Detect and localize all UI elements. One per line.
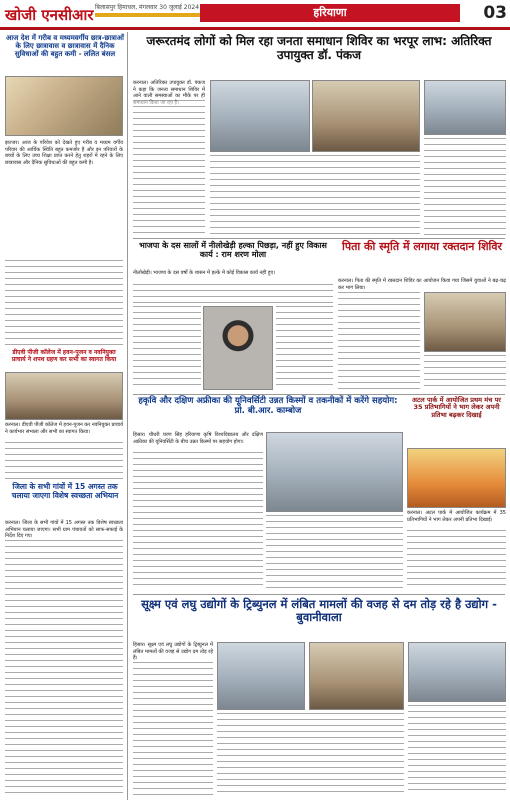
pita-body: करनाल। पिता की स्मृति में रक्तदान शिविर का आयोजन किया गया जिसमें युवाओं ने बढ़-चढ़ कर भाग लिया। [338, 278, 506, 291]
hau-body-lines-2 [266, 515, 403, 590]
main-body-lines-right [424, 138, 506, 235]
divider-2 [133, 394, 505, 395]
masthead [0, 0, 510, 30]
left-body-3: करनाल। जिला के सभी गांवों में 15 अगस्त तक विशेष स्वच्छता अभियान चलाया जाएगा। सभी ग्राम पंचायतों को साफ-सफाई के निर्देश दिए गए। [5, 520, 123, 539]
bjp-headline: भाजपा के दस सालों में नीलोखेड़ी हल्का पिछड़ा, नहीं हुए विकास कार्य : राम शरण मोला [139, 241, 327, 260]
bottom-headline: सूक्ष्म एवं लघु उद्योगों के ट्रिब्युनल में लंबित मामलों की वजह से दम तोड़ रहे है उद्योग - बुवानीवाला [141, 597, 497, 625]
bottom-photo-3 [408, 642, 506, 702]
column-divider [127, 32, 128, 800]
main-body-lines-left [133, 100, 205, 235]
left-headline-3: जिला के सभी गांवों में 15 अगस्त तक चलाया जाएगा विशेष स्वच्छता अभियान [11, 482, 119, 500]
pita-body-lines-2 [424, 355, 506, 390]
left-headline-2: डीएवी पीजी कॉलेज में हवन-पूजन व नवनियुक्त प्राचार्य ने शपथ ग्रहण कर सभी का स्वागत किया [11, 349, 117, 363]
section-banner: हरियाणा [200, 4, 460, 22]
bottom-body-lines-mid [217, 713, 404, 795]
hau-body-lines [133, 452, 263, 590]
bjp-body-lines-left [133, 306, 201, 390]
main-photo-3 [424, 80, 506, 135]
left-body-1: झज्जर। आज के परिवेश को देखते हुए गरीब व मध्यम वर्गीय परिवार की आर्थिक स्थिति बहुत कमजोर है और इन परिवारों के बच्चों के लिए उच्च शिक्षा प्राप्त करने हेतु शहरों में रहने के लिए छात्रावास और दैनिक सुविधाओं की बहुत कमी है। [5, 140, 123, 166]
newspaper-brand: खोजी एनसीआर [5, 6, 94, 24]
divider-3 [133, 594, 505, 595]
hau-photo [266, 432, 403, 512]
left-body-3-lines [5, 540, 123, 795]
main-photo-1 [210, 80, 310, 152]
atal-headline: अटल पार्क में आयोजित प्रथम मंच पर 35 प्रतिभागियों ने भाग लेकर अपनी प्रतिभा बढ़कर दिखाई [412, 396, 501, 419]
bottom-body-lines-right [408, 705, 506, 795]
main-body-lines-mid [210, 155, 420, 235]
left-body-2-lines [5, 442, 123, 482]
bjp-body-lines-top [133, 284, 333, 306]
bottom-body-lines-left [133, 662, 213, 795]
divider-1 [133, 238, 505, 239]
atal-body-lines [407, 530, 506, 590]
left-headline-1: आज देश में गरीब व मध्यमवर्गीय छात्र-छात्राओं के लिए छात्रावास व छात्रावास में दैनिक सुविधाओं की बहुत कमी - ललित बंसल [6, 34, 124, 59]
left-body-1-lines [5, 260, 123, 350]
date-bar [95, 13, 215, 17]
pita-body-lines [338, 292, 420, 390]
bottom-photo-2 [309, 642, 404, 710]
bjp-portrait [203, 306, 273, 390]
bjp-body: नीलोखेड़ी। भाजपा के दस वर्षों के शासन में हल्के में कोई विकास कार्य नहीं हुए। [133, 270, 276, 276]
pita-photo [424, 292, 506, 352]
left-body-2: करनाल। डीएवी पीजी कॉलेज में हवन-पूजन कर नवनियुक्त प्राचार्य ने कार्यभार संभाला और सभी का स्वागत किया। [5, 422, 123, 435]
bjp-body-lines-right [276, 306, 333, 390]
atal-body: करनाल। अटल पार्क में आयोजित कार्यक्रम में 35 प्रतिभागियों ने भाग लेकर अपनी प्रतिभा दिखाई। [407, 510, 506, 523]
left-photo-2 [5, 372, 123, 420]
bottom-photo-1 [217, 642, 305, 710]
pita-headline: पिता की स्मृति में लगाया रक्तदान शिविर [341, 240, 503, 253]
hau-headline: हकृवि और दक्षिण अफ्रीका की यूनिवर्सिटी उन्नत किस्मों व तकनीकों में करेंगे सहयोग: प्रो. बी.आर. काम्बोज [138, 396, 398, 416]
bottom-body: हिसार। सूक्ष्म एवं लघु उद्योगों के ट्रिब्युनल में लंबित मामलों की वजह से उद्योग दम तोड़ रहे हैं। [133, 642, 213, 661]
left-photo-1 [5, 76, 123, 136]
main-photo-2 [312, 80, 420, 152]
page-number: 03 [483, 3, 507, 23]
dateline: बिलासपुर हिमाचल, मंगलवार 30 जुलाई 2024 [95, 4, 200, 11]
main-headline: जरूरतमंद लोगों को मिल रहा जनता समाधान शिविर का भरपूर लाभ: अतिरिक्त उपायुक्त डॉ. पंकज [146, 34, 492, 62]
atal-photo [407, 448, 506, 508]
main-body: करनाल। अतिरिक्त उपायुक्त डॉ. पंकज ने कहा कि जनता समाधान शिविर में आने वाली समस्याओं का मौके पर ही [133, 80, 205, 99]
hau-body: हिसार। चौधरी चरण सिंह हरियाणा कृषि विश्वविद्यालय और दक्षिण अफ्रीका की यूनिवर्सिटी के बीच उन्नत किस्मों पर सहयोग होगा। [133, 432, 263, 445]
